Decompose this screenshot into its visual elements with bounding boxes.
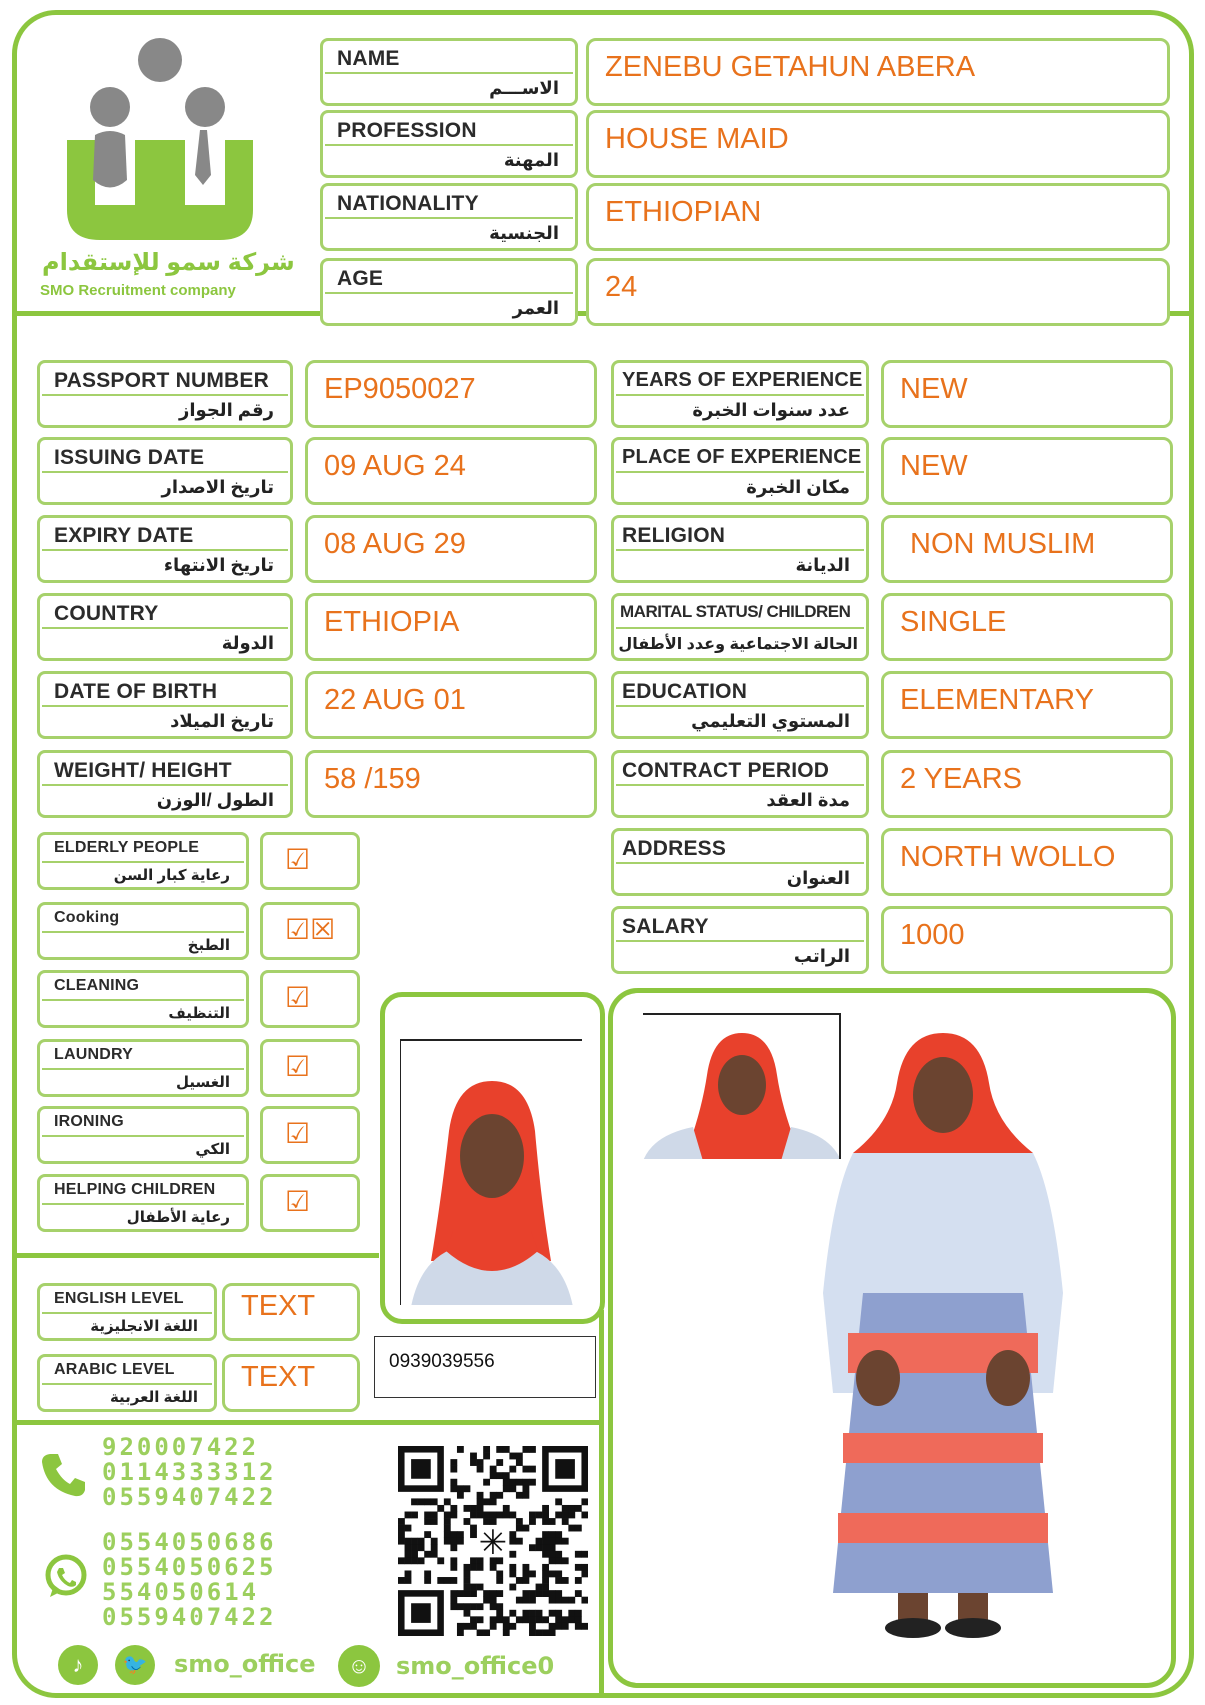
check-icon: ☑: [285, 1118, 311, 1149]
nationality-value-text: ETHIOPIAN: [605, 196, 762, 228]
arabic-level-label: [37, 1354, 217, 1412]
field-value-text: 08 AUG 29: [324, 528, 466, 560]
label-divider: [616, 862, 864, 864]
phone-number: 920007422: [102, 1433, 260, 1461]
years-of-experience-label: [611, 360, 869, 428]
date-of-birth-value: [305, 671, 597, 739]
skill-label-en: IRONING: [54, 1113, 124, 1130]
check-icon: ☑: [285, 982, 311, 1013]
skill-label-en: CLEANING: [54, 977, 140, 994]
full-body-photo: [793, 1033, 1093, 1643]
skill-label-ar: التنظيف: [168, 1005, 230, 1022]
skill-label-en: Cooking: [54, 909, 120, 926]
label-divider: [616, 394, 864, 396]
label-divider: [616, 549, 864, 551]
field-value-text: ELEMENTARY: [900, 684, 1094, 716]
footer-divider: [14, 1420, 604, 1425]
label-divider: [616, 705, 864, 707]
place-of-experience-value: [881, 437, 1173, 505]
field-value-text: 22 AUG 01: [324, 684, 466, 716]
field-label-en: EXPIRY DATE: [54, 524, 194, 547]
label-divider: [42, 1135, 244, 1137]
label-divider: [616, 784, 864, 786]
skill-helping-children-checkbox[interactable]: [260, 1174, 360, 1232]
passport-photo: [400, 1039, 582, 1305]
label-divider: [42, 705, 288, 707]
salary-value: [881, 906, 1173, 974]
address-value: [881, 828, 1173, 896]
issuing-date-value: [305, 437, 597, 505]
lang-divider: [14, 1253, 379, 1258]
skill-laundry-checkbox[interactable]: [260, 1039, 360, 1097]
whatsapp-icon: [42, 1553, 90, 1601]
social-handle: smo_office: [174, 1650, 316, 1678]
years-of-experience-value: [881, 360, 1173, 428]
phone-number: 0559407422: [102, 1483, 277, 1511]
skill-helping-children-label: [37, 1174, 249, 1232]
lang-label-ar: اللغة الانجليزية: [90, 1318, 198, 1335]
field-label-en: WEIGHT/ HEIGHT: [54, 759, 232, 782]
label-divider: [42, 784, 288, 786]
social-handle: smo_office0: [396, 1652, 555, 1680]
whatsapp-number: 0554050686: [102, 1528, 277, 1556]
name-label: [320, 38, 578, 106]
profession-label-en: PROFESSION: [337, 119, 477, 142]
field-value-text: 58 /159: [324, 763, 421, 795]
skill-label-ar: الطبخ: [187, 937, 230, 954]
field-value-text: NON MUSLIM: [910, 528, 1096, 560]
label-divider: [42, 394, 288, 396]
footer-vdivider: [599, 1310, 604, 1695]
contract-period-label: [611, 750, 869, 818]
date-of-birth-label: [37, 671, 293, 739]
skill-label-en: ELDERLY PEOPLE: [54, 839, 200, 856]
field-value-text: ETHIOPIA: [324, 606, 460, 638]
field-label-ar: الدولة: [221, 633, 274, 653]
skill-label-en: LAUNDRY: [54, 1046, 134, 1063]
field-label-ar: العنوان: [786, 868, 850, 888]
weight-height-label: [37, 750, 293, 818]
label-divider: [42, 999, 244, 1001]
profession-label-ar: المهنة: [503, 150, 559, 170]
field-label-ar: المستوي التعليمي: [691, 711, 850, 731]
svg-text:✳: ✳: [478, 1524, 508, 1562]
company-name-ar: شركة سمو للإستقدام: [42, 249, 295, 276]
name-value: [586, 38, 1170, 106]
field-value-text: NEW: [900, 373, 968, 405]
field-label-en: CONTRACT PERIOD: [622, 759, 830, 782]
check-icon: ☑: [285, 844, 311, 875]
qr-code: [398, 1446, 588, 1636]
english-level-label: [37, 1283, 217, 1341]
skill-label-en: HELPING CHILDREN: [54, 1181, 216, 1198]
passport-number-value: [305, 360, 597, 428]
label-divider: [325, 217, 573, 219]
skill-cleaning-checkbox[interactable]: [260, 970, 360, 1028]
field-label-en: PASSPORT NUMBER: [54, 369, 269, 392]
place-of-experience-label: [611, 437, 869, 505]
label-divider: [42, 1312, 212, 1314]
field-label-ar: الراتب: [793, 946, 850, 966]
full-body-photo-panel: [608, 988, 1176, 1688]
nationality-label-ar: الجنسية: [489, 223, 559, 243]
profession-label: [320, 110, 578, 178]
field-label-ar: تاريخ الانتهاء: [163, 555, 274, 575]
field-label-ar: مدة العقد: [766, 790, 850, 810]
label-divider: [616, 627, 864, 629]
field-label-en: RELIGION: [622, 524, 726, 547]
field-label-ar: تاريخ الميلاد: [170, 711, 274, 731]
label-divider: [42, 471, 288, 473]
skill-label-ar: رعاية الأطفال: [126, 1209, 230, 1226]
phone-number: 0114333312: [102, 1458, 277, 1486]
field-value-text: EP9050027: [324, 373, 476, 405]
field-value-text: 1000: [900, 919, 965, 951]
label-divider: [42, 861, 244, 863]
field-value-text: SINGLE: [900, 606, 1007, 638]
marital-status-label: [611, 593, 869, 661]
label-divider: [42, 931, 244, 933]
skill-label-ar: رعاية كبار السن: [113, 867, 230, 884]
phone-icon: [38, 1450, 88, 1500]
name-label-ar: الاســـم: [489, 78, 559, 98]
profession-value: [586, 110, 1170, 178]
label-divider: [325, 292, 573, 294]
lang-label-ar: اللغة العربية: [109, 1389, 198, 1406]
skill-ironing-label: [37, 1106, 249, 1164]
lang-label-en: ARABIC LEVEL: [54, 1361, 175, 1378]
check-cross-icon: ☑☒: [285, 914, 336, 945]
whatsapp-number: 0554050625: [102, 1553, 277, 1581]
nationality-value: [586, 183, 1170, 251]
label-divider: [42, 1203, 244, 1205]
contract-period-value: [881, 750, 1173, 818]
marital-status-value: [881, 593, 1173, 661]
age-value: [586, 258, 1170, 326]
label-divider: [42, 1383, 212, 1385]
english-level-value: [222, 1283, 360, 1341]
skill-elderly-checkbox[interactable]: [260, 832, 360, 890]
age-value-text: 24: [605, 271, 638, 303]
skill-cooking-checkbox[interactable]: [260, 902, 360, 960]
country-label: [37, 593, 293, 661]
passport-number-label: [37, 360, 293, 428]
salary-label: [611, 906, 869, 974]
label-divider: [325, 72, 573, 74]
skill-label-ar: الغسيل: [175, 1074, 230, 1091]
issuing-date-label: [37, 437, 293, 505]
skill-laundry-label: [37, 1039, 249, 1097]
field-label-ar: الديانة: [795, 555, 850, 575]
field-label-en: DATE OF BIRTH: [54, 680, 218, 703]
lang-value-text: TEXT: [241, 1290, 316, 1322]
tiktok-icon: ♪: [58, 1645, 98, 1685]
skill-cleaning-label: [37, 970, 249, 1028]
age-label-en: AGE: [337, 267, 384, 290]
company-name-en: SMO Recruitment company: [40, 282, 236, 299]
twitter-icon: 🐦: [115, 1645, 155, 1685]
field-label-en: MARITAL STATUS/ CHILDREN: [620, 602, 851, 621]
field-label-en: COUNTRY: [54, 602, 159, 625]
field-value-text: NEW: [900, 450, 968, 482]
education-value: [881, 671, 1173, 739]
profession-value-text: HOUSE MAID: [605, 123, 789, 155]
skill-cooking-label: [37, 902, 249, 960]
field-label-ar: تاريخ الاصدار: [161, 477, 274, 497]
age-label-ar: العمر: [512, 298, 559, 318]
label-divider: [325, 144, 573, 146]
name-label-en: NAME: [337, 47, 400, 70]
whatsapp-number: 554050614: [102, 1578, 260, 1606]
religion-value: [881, 515, 1173, 583]
weight-height-value: [305, 750, 597, 818]
field-label-ar: الطول /الوزن: [156, 790, 274, 810]
expiry-date-value: [305, 515, 597, 583]
field-value-text: 09 AUG 24: [324, 450, 466, 482]
label-divider: [616, 471, 864, 473]
field-label-ar: الحالة الاجتماعية وعدد الأطفال: [618, 636, 858, 653]
field-label-en: YEARS OF EXPERIENCE: [622, 369, 863, 391]
label-divider: [42, 549, 288, 551]
age-label: [320, 258, 578, 326]
field-value-text: 2 YEARS: [900, 763, 1022, 795]
nationality-label-en: NATIONALITY: [337, 192, 479, 215]
contact-phone-box: [374, 1336, 596, 1398]
field-label-en: EDUCATION: [622, 680, 748, 703]
company-logo: [55, 35, 265, 245]
label-divider: [42, 1068, 244, 1070]
skill-elderly-label: [37, 832, 249, 890]
nationality-label: [320, 183, 578, 251]
check-icon: ☑: [285, 1051, 311, 1082]
field-label-en: PLACE OF EXPERIENCE: [622, 446, 862, 468]
country-value: [305, 593, 597, 661]
skill-ironing-checkbox[interactable]: [260, 1106, 360, 1164]
check-icon: ☑: [285, 1186, 311, 1217]
field-label-en: ADDRESS: [622, 837, 727, 860]
lang-label-en: ENGLISH LEVEL: [54, 1290, 184, 1307]
field-value-text: NORTH WOLLO: [900, 841, 1116, 873]
expiry-date-label: [37, 515, 293, 583]
arabic-level-value: [222, 1354, 360, 1412]
field-label-en: SALARY: [622, 915, 709, 938]
passport-photo-panel: [380, 992, 605, 1324]
contact-phone: 0939039556: [389, 1351, 495, 1372]
lang-value-text: TEXT: [241, 1361, 316, 1393]
label-divider: [616, 940, 864, 942]
address-label: [611, 828, 869, 896]
religion-label: [611, 515, 869, 583]
label-divider: [42, 627, 288, 629]
skill-label-ar: الكي: [195, 1141, 230, 1158]
education-label: [611, 671, 869, 739]
whatsapp-number: 0559407422: [102, 1603, 277, 1631]
field-label-ar: رقم الجواز: [179, 400, 274, 420]
name-value-text: ZENEBU GETAHUN ABERA: [605, 51, 976, 83]
field-label-ar: مكان الخبرة: [746, 477, 850, 497]
field-label-en: ISSUING DATE: [54, 446, 205, 469]
field-label-ar: عدد سنوات الخبرة: [692, 400, 850, 420]
snapchat-icon: ☺: [338, 1645, 380, 1687]
